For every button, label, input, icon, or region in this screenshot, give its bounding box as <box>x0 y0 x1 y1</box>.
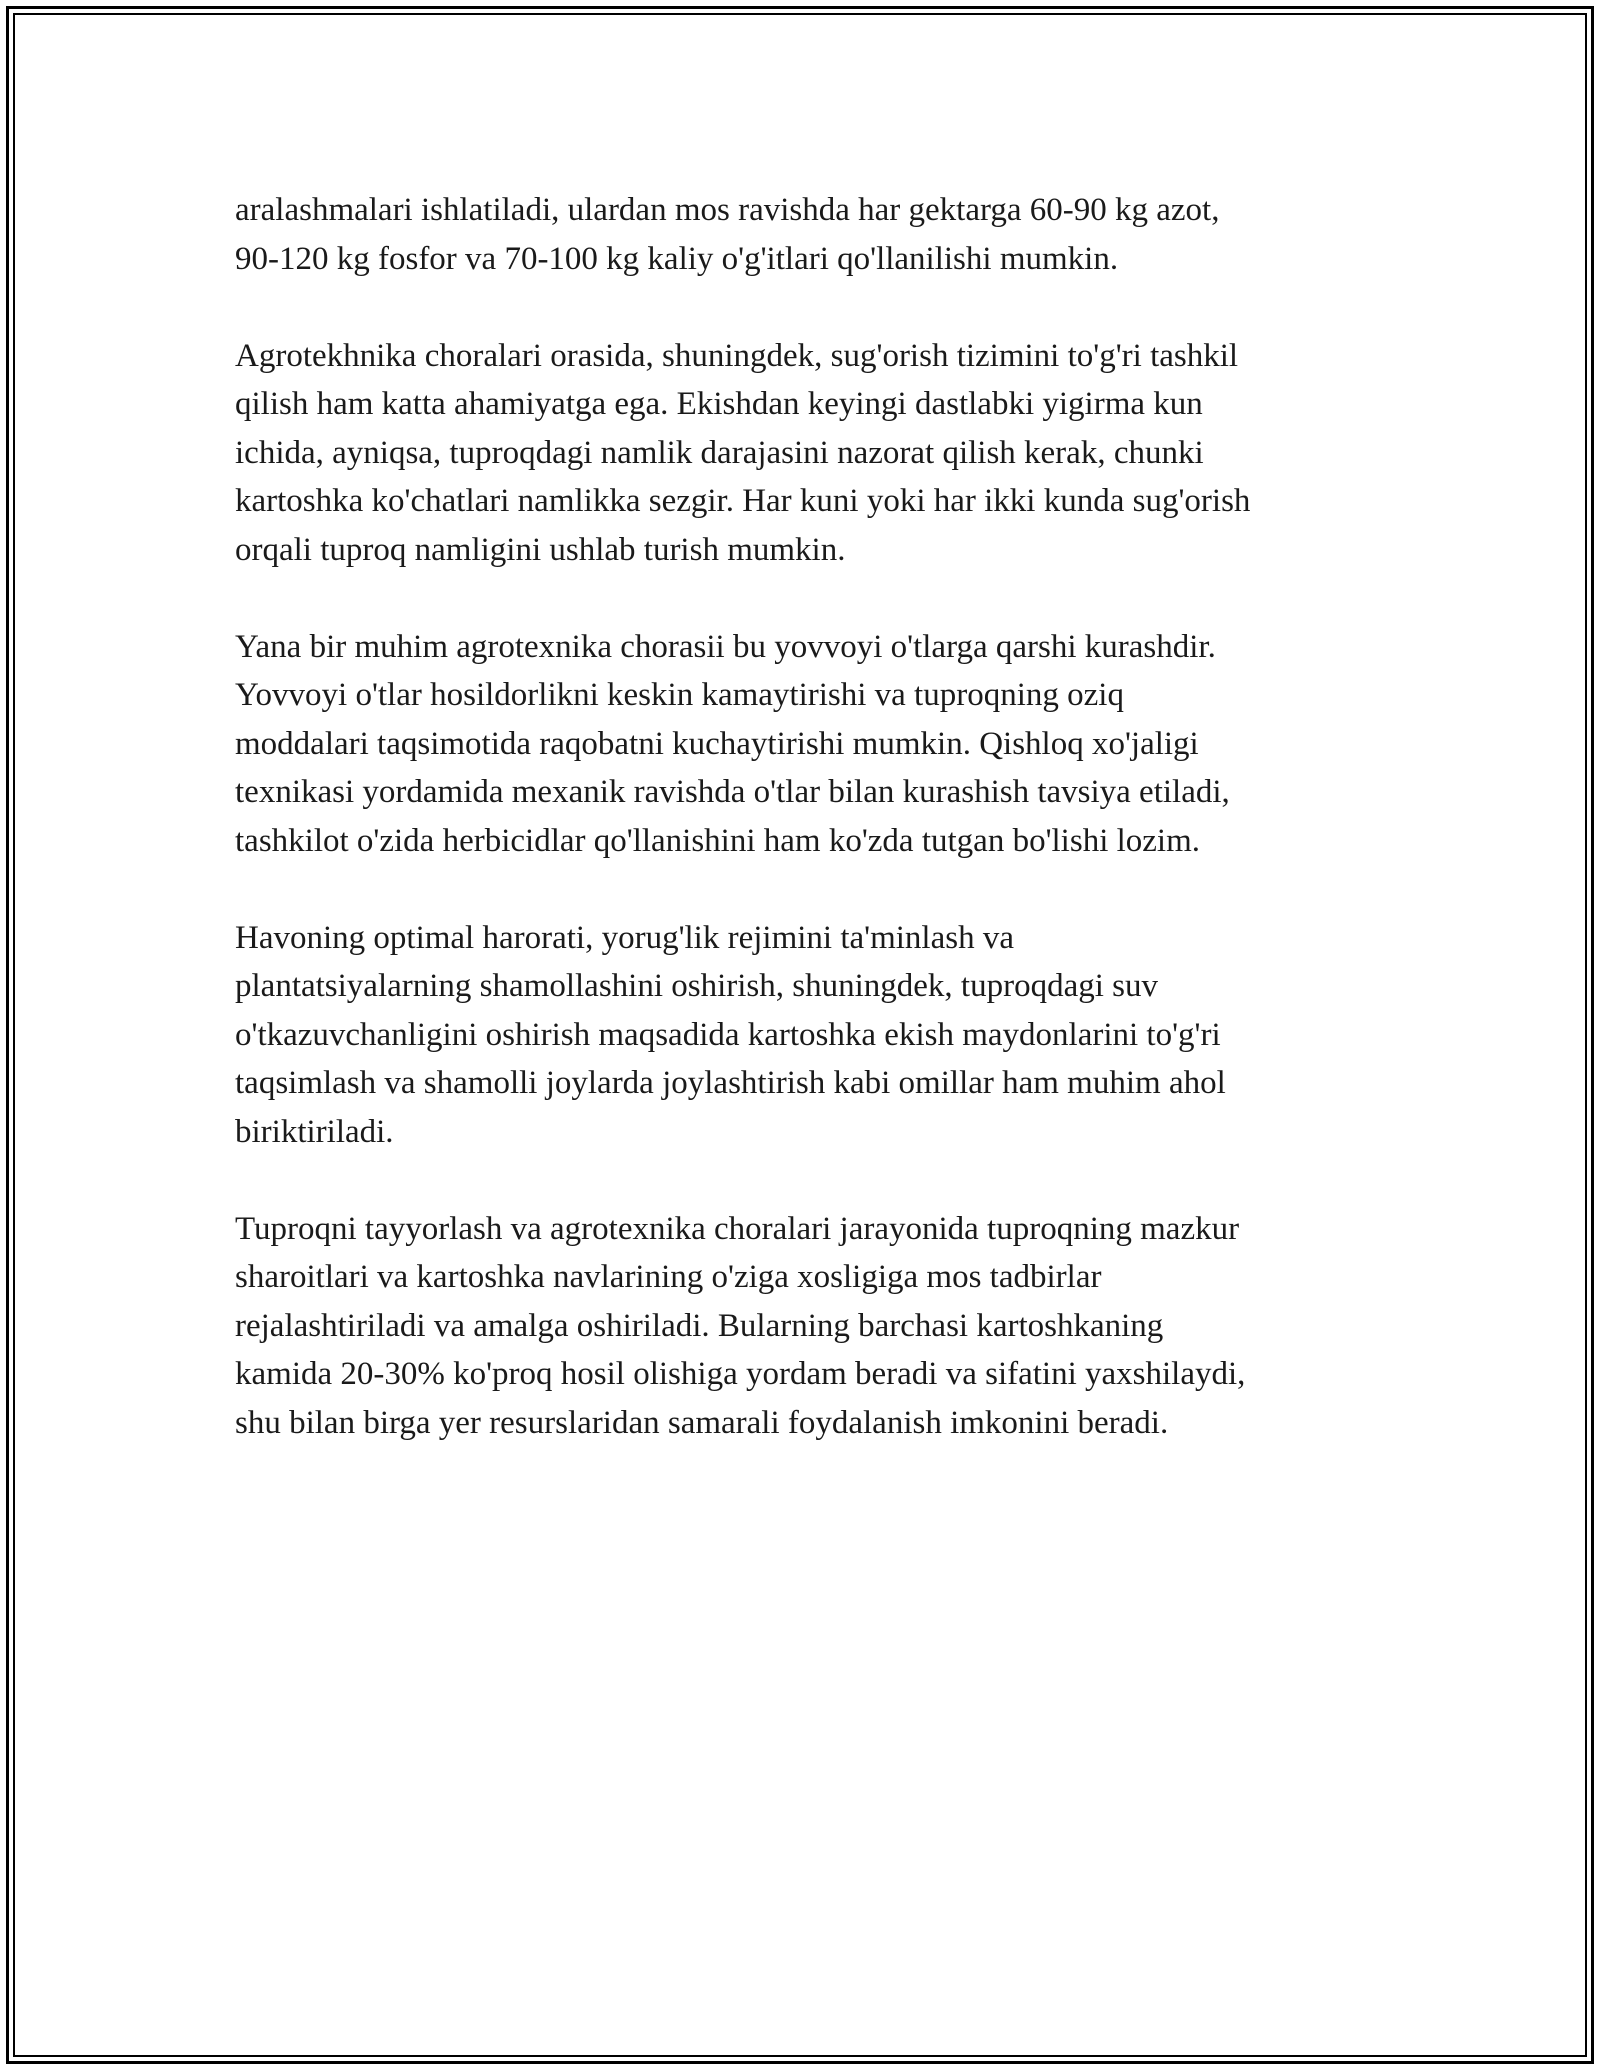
paragraph-fertilizer-rates: aralashmalari ishlatiladi, ulardan mos ravishda har gektarga 60-90 kg azot, 90-120 kg fosfor va 70-100 kg kaliy o'g'itlari qo'llanilishi mumkin. <box>235 192 1220 277</box>
paragraph-field-placement: Havoning optimal harorati, yorug'lik rejimini ta'minlash va plantatsiyalarning shamollashini oshirish, shuningdek, tuproqdagi suv o'tkazuvchanligini oshirish maqsadida kartoshka ekish maydonlarini to'g'ri taqsimlash va shamolli joylarda joylashtirish kabi omillar ham muhim ahol biriktiriladi. <box>235 919 1226 1150</box>
paragraph-irrigation: Agrotekhnika choralari orasida, shuningdek, sug'orish tizimini to'g'ri tashkil qilish ham katta ahamiyatga ega. Ekishdan keyingi dastlabki yigirma kun ichida, ayniqsa, tuproqdagi namlik darajasini nazorat qilish kerak, chunki kartoshka ko'chatlari namlikka sezgir. Har kuni yoki har ikki kunda sug'orish orqali tuproq namligini ushlab turish mumkin. <box>235 337 1251 568</box>
paragraph-conclusion: Tuproqni tayyorlash va agrotexnika choralari jarayonida tuproqning mazkur sharoitlari va kartoshka navlarining o'ziga xosligiga mos tadbirlar rejalashtiriladi va amalga oshiriladi. Bularning barchasi kartoshkaning kamida 20-30% ko'proq hosil olishiga yordam beradi va sifatini yaxshilaydi, shu bilan birga yer resurslaridan samarali foydalanish imkonini beradi. <box>235 1210 1246 1441</box>
paragraph-weed-control: Yana bir muhim agrotexnika chorasii bu yovvoyi o'tlarga qarshi kurashdir. Yovvoyi o'tlar hosildorlikni keskin kamaytirishi va tuproqning oziq moddalari taqsimotida raqobatni kuchaytirishi mumkin. Qishloq xo'jaligi texnikasi yordamida mexanik ravishda o'tlar bilan kurashish tavsiya etiladi, tashkilot o'zida herbicidlar qo'llanishini ham ko'zda tutgan bo'lishi lozim. <box>235 628 1230 859</box>
document-body <box>235 186 1395 1496</box>
